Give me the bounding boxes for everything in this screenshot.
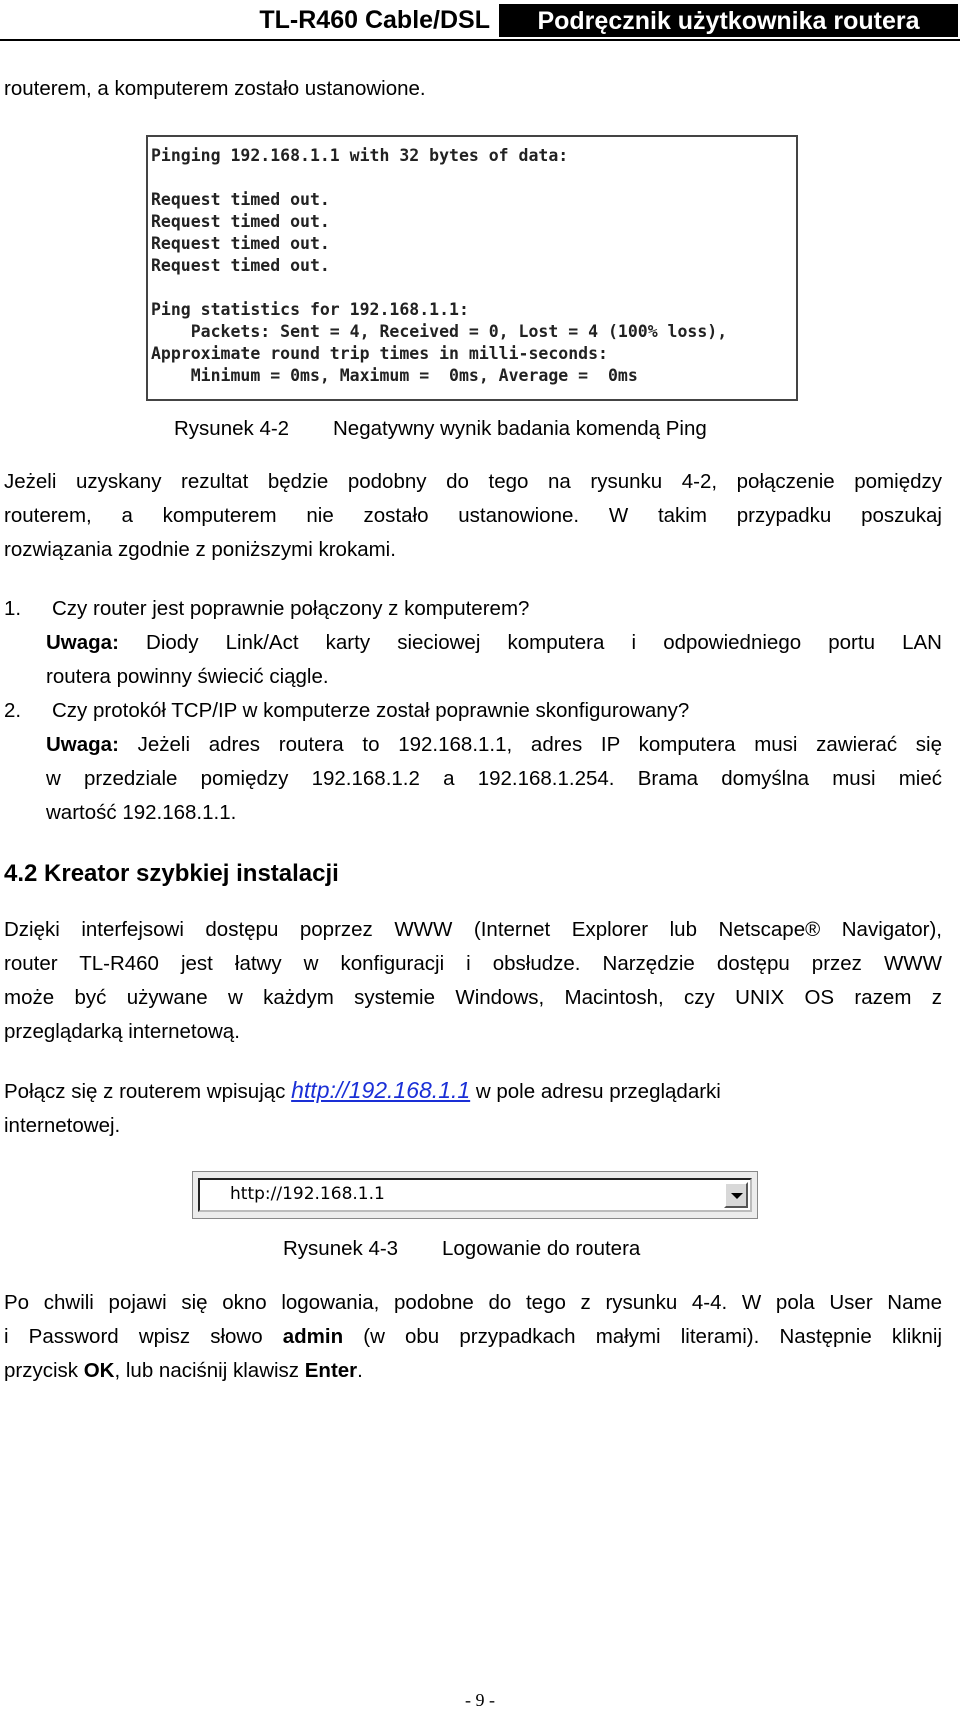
note-label: Uwaga: (46, 631, 119, 654)
note-label: Uwaga: (46, 733, 119, 756)
page-header (0, 0, 960, 42)
console-line (151, 277, 796, 299)
address-input[interactable] (198, 1178, 752, 1212)
paragraph-line: przeglądarką internetową. (4, 1020, 240, 1043)
login-ok: OK (83, 1359, 115, 1382)
login-text: . (357, 1359, 363, 1382)
console-line: Request timed out. (151, 256, 330, 275)
paragraph-line: internetowej. (4, 1114, 121, 1137)
paragraph-login (4, 1286, 942, 1388)
paragraph-ping-result (4, 465, 942, 567)
list-item-note-cont: wartość 192.168.1.1. (46, 801, 237, 824)
console-line: Request timed out. (151, 212, 330, 231)
list-item-note (4, 728, 942, 762)
list-item-note-cont: routera powinny świecić ciągle. (46, 665, 329, 688)
list-item-note-cont: w przedziale pomiędzy 192.168.1.2 a 192.168.1.254. Brama domyślna musi mieć (46, 767, 942, 790)
figure-4-3-text: Logowanie do routera (442, 1237, 641, 1260)
figure-4-2-label: Rysunek 4-2 (174, 417, 290, 440)
list-item (4, 694, 942, 728)
console-line: Request timed out. (151, 234, 330, 253)
login-admin: admin (282, 1325, 344, 1348)
console-line: Ping statistics for 192.168.1.1: (151, 300, 469, 319)
address-input-value: http://192.168.1.1 (230, 1184, 385, 1204)
paragraph-line: Dzięki interfejsowi dostępu poprzez WWW (Internet Explorer lub Netscape® Navigator), (4, 918, 942, 941)
page-number: - 9 - (465, 1690, 495, 1710)
console-line: Packets: Sent = 4, Received = 0, Lost = 4 (100% loss), (151, 322, 728, 341)
list-item (4, 592, 942, 626)
chevron-down-icon (731, 1193, 743, 1199)
figure-4-3-label: Rysunek 4-3 (283, 1237, 399, 1260)
header-rule (0, 39, 960, 41)
note-text: Diody Link/Act karty sieciowej komputera i odpowiedniego portu LAN (146, 631, 942, 654)
login-enter: Enter (304, 1359, 358, 1382)
ping-console-screenshot (146, 135, 798, 401)
section-title: 4.2 Kreator szybkiej instalacji (4, 860, 339, 887)
paragraph-line: router TL-R460 jest łatwy w konfiguracji i obsłudze. Narzędzie dostępu przez WWW (4, 952, 942, 975)
address-bar-screenshot (192, 1171, 758, 1219)
paragraph-line (4, 1354, 942, 1388)
paragraph-web-access (4, 913, 942, 1049)
header-title: Podręcznik użytkownika routera (499, 4, 958, 37)
login-text: i Password wpisz słowo (4, 1325, 283, 1348)
list-item-number: 1. (4, 597, 22, 620)
troubleshoot-list (4, 592, 942, 830)
figure-4-2-text: Negatywny wynik badania komendą Ping (333, 417, 707, 440)
login-text: , lub naciśnij klawisz (114, 1359, 305, 1382)
list-item-note (4, 626, 942, 660)
paragraph-line (4, 1073, 942, 1109)
console-line: Pinging 192.168.1.1 with 32 bytes of data: (151, 146, 569, 165)
console-line: Approximate round trip times in milli-seconds: (151, 344, 608, 363)
paragraph-line (4, 1320, 942, 1354)
note-text: Jeżeli adres routera to 192.168.1.1, adres IP komputera musi zawierać się (137, 733, 942, 756)
router-url-link[interactable]: http://192.168.1.1 (291, 1077, 471, 1103)
list-item-question: Czy router jest poprawnie połączony z komputerem? (52, 597, 530, 620)
paragraph-connect (4, 1073, 942, 1143)
dropdown-button[interactable] (724, 1182, 748, 1208)
console-line: Minimum = 0ms, Maximum = 0ms, Average = 0ms (151, 366, 638, 385)
login-text: (w obu przypadkach małymi literami). Następnie kliknij (343, 1325, 943, 1348)
paragraph-line: Jeżeli uzyskany rezultat będzie podobny do tego na rysunku 4-2, połączenie pomiędzy (4, 470, 942, 493)
paragraph-line: routerem, a komputerem nie zostało ustanowione. W takim przypadku poszukaj (4, 504, 942, 527)
connect-text: Połącz się z routerem wpisując (4, 1080, 292, 1103)
list-item-number: 2. (4, 699, 22, 722)
header-model: TL-R460 Cable/DSL (259, 6, 490, 34)
list-item-question: Czy protokół TCP/IP w komputerze został poprawnie skonfigurowany? (52, 699, 690, 722)
paragraph-line: rozwiązania zgodnie z poniższymi krokami. (4, 538, 396, 561)
login-text: przycisk (4, 1359, 84, 1382)
console-line: Request timed out. (151, 190, 330, 209)
paragraph-line: może być używane w każdym systemie Windows, Macintosh, czy UNIX OS razem z (4, 986, 942, 1009)
console-line (151, 167, 796, 189)
paragraph-line: Po chwili pojawi się okno logowania, podobne do tego z rysunku 4-4. W pola User Name (4, 1291, 942, 1314)
intro-line: routerem, a komputerem zostało ustanowione. (4, 77, 426, 100)
connect-text: w pole adresu przeglądarki (470, 1080, 721, 1103)
